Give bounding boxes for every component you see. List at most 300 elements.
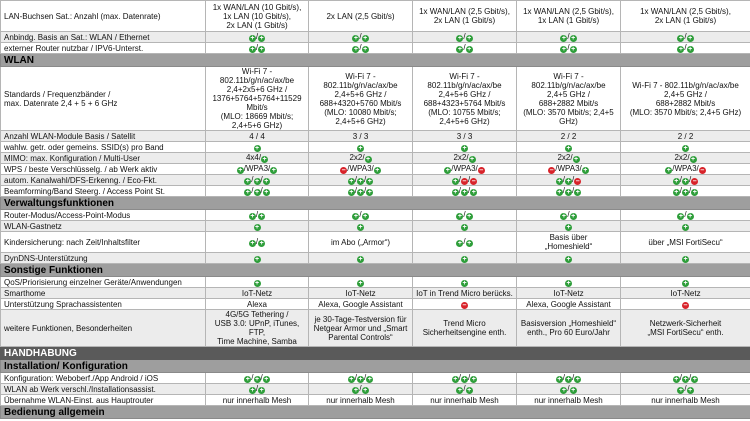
table-row [1,32,750,43]
cell-text: 1x LAN (10 Gbit/s), [222,11,292,21]
plus-circle-icon: + [363,46,368,53]
plus-circle-icon: + [691,156,696,163]
table-cell: +/+ [621,43,750,54]
plus-circle-icon: + [264,376,269,383]
table-cell [206,131,309,142]
table-cell [621,299,750,310]
row-label [1,210,206,221]
table-cell [309,1,413,32]
table-cell [621,153,750,164]
cell-text: Trend Micro [443,319,486,328]
plus-circle-icon: + [557,376,562,383]
plus-circle-icon: + [688,46,693,53]
table-cell: – /WPA3/+ [309,164,413,175]
table-cell [621,232,750,253]
plus-circle-icon: + [353,35,358,42]
table-cell [206,1,309,32]
cell-text: 4x4/ [245,153,262,162]
table-cell [309,310,413,347]
plus-circle-icon: + [467,213,472,220]
plus-circle-icon: + [462,224,467,231]
cell-text: je 30-Tage-Testversion für [314,314,407,324]
cell-text: USB 3.0: UPnP, iTunes, FTP, [214,319,300,337]
table-cell [517,299,621,310]
table-row [1,395,750,406]
section-header [1,347,750,360]
row-label [1,164,206,175]
plus-circle-icon: + [462,256,467,263]
plus-circle-icon: + [358,178,363,185]
plus-circle-icon: + [557,189,562,196]
table-cell [206,310,309,347]
table-cell: – /WPA3/+ [517,164,621,175]
cell-text: 2x LAN (1 Gbit/s) [654,16,717,25]
plus-circle-icon: + [259,213,264,220]
cell-text: Anzahl WLAN-Module Basis / Satellit [4,131,136,141]
plus-circle-icon: + [259,35,264,42]
table-cell: +/+/+ [413,186,517,197]
section-header [1,197,750,210]
row-label [1,32,206,43]
plus-circle-icon: + [349,189,354,196]
plus-circle-icon: + [453,189,458,196]
minus-circle-icon: – [700,167,705,174]
table-cell [621,131,750,142]
row-label [1,299,206,310]
cell-text: autom. Kanalwahl/DFS-Erkenng. / Eco-Fkt. [4,175,157,185]
cell-text: max. Datenrate 2,4 + 5 + 6 GHz [4,98,118,108]
cell-text: Alexa, Google Assistant [526,299,611,309]
plus-circle-icon: + [471,189,476,196]
plus-circle-icon: + [250,240,255,247]
table-cell: +/+/+ [413,373,517,384]
cell-text: 688+2882 Mbit/s [655,98,716,108]
plus-circle-icon: + [683,256,688,263]
plus-circle-icon: + [561,46,566,53]
plus-circle-icon: + [358,280,363,287]
plus-circle-icon: + [254,224,260,231]
cell-text: Wi-Fi 7 - 802.11b/g/n/ac/ax/be [323,71,398,90]
table-row [1,288,750,299]
plus-circle-icon: + [271,167,276,174]
plus-circle-icon: + [259,387,264,394]
plus-circle-icon: + [250,213,255,220]
cell-text: 2x LAN (1 Gbit/s) [226,20,288,30]
plus-circle-icon: + [445,167,450,174]
cell-text: Wi-Fi 7 - 802.11b/g/n/ac/ax/be [427,71,502,90]
cell-text: QoS/Priorisierung einzelner Geräte/Anwendungen [4,277,182,287]
section-title: WLAN [1,54,750,67]
plus-circle-icon: + [561,387,566,394]
row-label [1,277,206,288]
table-cell: +/+ [206,232,309,253]
plus-circle-icon: + [678,46,683,53]
table-cell: nur innerhalb Mesh [206,395,309,406]
cell-text: „Homeshield“ [544,242,593,251]
table-cell [309,131,413,142]
minus-circle-icon: – [549,167,554,174]
table-cell: nur innerhalb Mesh [621,395,750,406]
plus-circle-icon: + [462,376,467,383]
plus-circle-icon: + [245,178,250,185]
table-cell: +/+ [206,43,309,54]
table-cell [413,1,517,32]
table-cell: nur innerhalb Mesh [309,395,413,406]
cell-text: Unterstützung Sprachassistenten [4,299,122,309]
cell-text: Konfiguration: Weboberf./App Android / iOS [4,373,159,383]
plus-circle-icon: + [358,224,363,231]
table-cell [517,232,621,253]
cell-text: 1x WAN/LAN (10 Gbit/s), [212,2,302,12]
row-label [1,153,206,164]
table-cell [621,221,750,232]
table-cell [206,288,309,299]
plus-circle-icon: + [678,387,683,394]
cell-text: WLAN-Gastnetz [4,221,62,231]
minus-circle-icon: – [575,178,580,185]
plus-circle-icon: + [349,376,354,383]
table-cell: +/+/+ [206,373,309,384]
table-cell: +/+/+ [309,186,413,197]
section-title: Installation/ Konfiguration [1,360,750,373]
plus-circle-icon: + [683,376,688,383]
plus-circle-icon: + [262,156,267,163]
table-cell: +/+ [309,384,413,395]
minus-circle-icon: – [683,302,688,309]
plus-circle-icon: + [462,145,467,152]
cell-text: 688+4320+5760 Mbit/s [319,98,402,108]
plus-circle-icon: + [367,189,372,196]
cell-text: Wi-Fi 7 - 802.11b/g/n/ac/ax/be [632,80,739,90]
row-label [1,1,206,32]
section-header [1,406,750,419]
cell-text: 2x LAN (1 Gbit/s) [433,16,496,25]
table-cell [309,232,413,253]
table-cell: +/+ [309,210,413,221]
plus-circle-icon: + [566,178,571,185]
cell-text: Router-Modus/Access-Point-Modus [4,210,131,220]
table-cell [621,253,750,264]
cell-text: enth., Pro 60 Euro/Jahr [527,328,610,337]
table-cell [206,253,309,264]
plus-circle-icon: + [470,156,475,163]
table-cell [309,221,413,232]
cell-text: 2 / 2 [677,131,694,141]
table-cell [621,288,750,299]
plus-circle-icon: + [566,189,571,196]
row-label [1,395,206,406]
cell-text: WLAN ab Werk verschl./Installationsassist. [4,384,156,394]
cell-text: Parental Controls“ [328,332,393,342]
cell-text: Alexa, Google Assistant [318,299,403,309]
cell-text: 2 / 2 [560,131,577,141]
plus-circle-icon: + [566,376,571,383]
table-row [1,277,750,288]
table-cell [309,288,413,299]
plus-circle-icon: + [453,178,458,185]
plus-circle-icon: + [245,189,250,196]
table-row [1,210,750,221]
table-cell: +/+/+ [309,373,413,384]
table-cell [621,67,750,131]
row-label [1,67,206,131]
plus-circle-icon: + [462,280,467,287]
plus-circle-icon: + [238,167,243,174]
table-cell: +/+ [517,43,621,54]
table-cell: nur innerhalb Mesh [413,395,517,406]
row-label [1,43,206,54]
plus-circle-icon: + [571,213,576,220]
plus-circle-icon: + [254,145,260,152]
plus-circle-icon: + [674,178,679,185]
plus-circle-icon: + [250,46,255,53]
cell-text: Netgear Armor und „Smart [313,323,408,333]
plus-circle-icon: + [666,167,671,174]
cell-text: (MLO: 3570 Mbit/s; 2,4+5 GHz) [629,107,742,117]
plus-circle-icon: + [566,224,571,231]
table-cell: +/+/+ [621,186,750,197]
cell-text: 4 / 4 [249,131,265,141]
plus-circle-icon: + [259,46,264,53]
table-cell: +/+/+ [206,186,309,197]
cell-text: IoT in Trend Micro berücks. [416,288,513,298]
plus-circle-icon: + [683,189,688,196]
cell-text: weitere Funktionen, Besonderheiten [4,323,133,333]
cell-text: Übernahme WLAN-Einst. aus Hauptrouter [4,395,154,405]
plus-circle-icon: + [574,156,579,163]
cell-text: 3 / 3 [352,131,369,141]
cell-text: 1376+5764+5764+11529 Mbit/s [212,94,302,112]
plus-circle-icon: + [561,213,566,220]
cell-text: 688+2882 Mbit/s [538,98,599,108]
table-cell [517,131,621,142]
cell-text: 2,4+5+6 GHz / [438,89,491,99]
row-label [1,288,206,299]
cell-text: Basis über [549,233,588,242]
plus-circle-icon: + [358,189,363,196]
table-cell [413,153,517,164]
table-row [1,43,750,54]
row-label [1,175,206,186]
plus-circle-icon: + [566,256,571,263]
plus-circle-icon: + [367,178,372,185]
table-cell: +/+ [413,43,517,54]
cell-text: MIMO: max. Konfiguration / Multi-User [4,153,141,163]
plus-circle-icon: + [692,376,697,383]
row-label [1,384,206,395]
table-cell [413,253,517,264]
table-cell [517,277,621,288]
plus-circle-icon: + [264,189,269,196]
cell-text: 1x WAN/LAN (2,5 Gbit/s), [523,7,614,16]
plus-circle-icon: + [575,376,580,383]
table-cell [517,288,621,299]
cell-text: IoT-Netz [345,288,376,298]
plus-circle-icon: + [678,35,683,42]
cell-text: Standards / Frequenzbänder / [4,89,111,99]
table-cell [413,288,517,299]
table-cell [309,142,413,153]
table-row [1,310,750,347]
plus-circle-icon: + [683,178,688,185]
cell-text: LAN-Buchsen Sat.: Anzahl (max. Datenrate) [4,11,161,21]
plus-circle-icon: + [254,178,260,185]
cell-text: 688+4323+5764 Mbit/s [423,98,506,108]
plus-circle-icon: + [457,35,462,42]
cell-text: 4G/5G Tethering / [225,310,289,319]
plus-circle-icon: + [457,46,462,53]
section-header [1,360,750,373]
section-title: Bedienung allgemein [1,406,750,419]
table-cell: +/+ [517,210,621,221]
plus-circle-icon: + [583,167,588,174]
table-cell: +/+/+ [309,175,413,186]
table-row [1,164,750,175]
section-header [1,54,750,67]
cell-text: (MLO: 3570 Mbit/s; 2,4+5 GHz) [523,107,614,126]
table-cell: +/+ [309,43,413,54]
table-row [1,232,750,253]
table-cell [413,310,517,347]
row-label [1,373,206,384]
cell-text: Basisversion „Homeshield“ [520,319,617,328]
table-cell [413,299,517,310]
table-cell: +/+ [621,210,750,221]
table-cell [309,277,413,288]
table-cell: +/+ [413,210,517,221]
table-cell [517,67,621,131]
plus-circle-icon: + [467,387,472,394]
plus-circle-icon: + [467,46,472,53]
plus-circle-icon: + [566,145,571,152]
table-cell [517,1,621,32]
cell-text: Alexa [246,299,267,309]
table-cell: +/ – / – [413,175,517,186]
table-row [1,175,750,186]
table-cell [309,299,413,310]
cell-text: Time Machine, Samba [217,337,297,346]
table-cell [413,67,517,131]
row-label [1,142,206,153]
plus-circle-icon: + [254,256,260,263]
cell-text: 2,4+2x5+6 GHz / [226,85,288,94]
plus-circle-icon: + [457,240,462,247]
table-row [1,1,750,32]
table-cell: +/WPA3/ – [621,164,750,175]
cell-text: Beamforming/Band Steerg. / Access Point St. [4,186,165,196]
cell-text: IoT-Netz [670,288,701,298]
cell-text: WPS / beste Verschlüsselg. / ab Werk aktiv [4,164,158,174]
plus-circle-icon: + [259,240,264,247]
cell-text: 2x2/ [453,153,469,162]
plus-circle-icon: + [467,35,472,42]
minus-circle-icon: – [471,178,476,185]
section-title: Verwaltungsfunktionen [1,197,750,210]
cell-text: 2,4+5+6 GHz / [334,89,387,99]
table-cell [206,299,309,310]
table-cell: +/+ [309,32,413,43]
table-cell: +/+ [206,32,309,43]
plus-circle-icon: + [561,35,566,42]
table-cell: +/+ [206,210,309,221]
cell-text: IoT-Netz [553,288,584,298]
row-label [1,131,206,142]
table-cell: +/+/+ [206,175,309,186]
table-cell: +/+/+ [517,186,621,197]
table-cell: +/+/+ [621,373,750,384]
cell-text: 3 / 3 [456,131,473,141]
cell-text: Anbindg. Basis an Sat.: WLAN / Ethernet [4,32,150,42]
row-label [1,232,206,253]
minus-circle-icon: – [341,167,346,174]
plus-circle-icon: + [254,376,260,383]
plus-circle-icon: + [683,280,688,287]
cell-text: Kindersicherung: nach Zeit/Inhaltsfilter [4,237,141,247]
plus-circle-icon: + [674,189,679,196]
cell-text: 1x LAN (1 Gbit/s) [537,16,600,25]
table-cell: +/+/ – [517,175,621,186]
table-cell [309,253,413,264]
cell-text: 2x2/ [557,153,573,162]
table-cell: +/+ [413,232,517,253]
table-cell [206,67,309,131]
minus-circle-icon: – [462,302,467,309]
cell-text: über „MSI FortiSecu“ [648,237,723,247]
table-cell [413,221,517,232]
table-row [1,131,750,142]
table-cell: +/WPA3/+ [206,164,309,175]
plus-circle-icon: + [566,280,571,287]
cell-text: IoT-Netz [241,288,273,298]
plus-circle-icon: + [254,280,260,287]
plus-circle-icon: + [678,213,683,220]
plus-circle-icon: + [467,240,472,247]
table-cell: +/+ [621,32,750,43]
minus-circle-icon: – [479,167,484,174]
cell-text: 2x2/ [349,153,365,162]
table-row [1,221,750,232]
cell-text: externer Router nutzbar / IPV6-Unterst. [4,43,144,53]
section-header [1,264,750,277]
table-row [1,153,750,164]
cell-text: 1x WAN/LAN (2,5 Gbit/s), [640,7,731,16]
plus-circle-icon: + [674,376,679,383]
table-cell [517,142,621,153]
plus-circle-icon: + [575,189,580,196]
table-row [1,373,750,384]
table-cell [206,153,309,164]
table-cell: +/WPA3/ – [413,164,517,175]
minus-circle-icon: – [462,178,467,185]
plus-circle-icon: + [571,46,576,53]
table-cell [621,1,750,32]
plus-circle-icon: + [353,46,358,53]
plus-circle-icon: + [363,35,368,42]
row-label [1,253,206,264]
table-cell: +/+ [517,32,621,43]
cell-text: wahlw. getr. oder gemeins. SSID(s) pro Band [4,142,164,152]
plus-circle-icon: + [358,376,363,383]
cell-text: Netzwerk-Sicherheit [649,319,722,328]
plus-circle-icon: + [457,213,462,220]
cell-text: (MLO: 18669 Mbit/s; 2,4+5+6 GHz) [220,112,294,130]
cell-text: (MLO: 10755 Mbit/s; 2,4+5+6 GHz) [428,107,501,126]
table-row [1,142,750,153]
table-cell [309,67,413,131]
table-cell [517,221,621,232]
table-row [1,384,750,395]
row-label [1,221,206,232]
